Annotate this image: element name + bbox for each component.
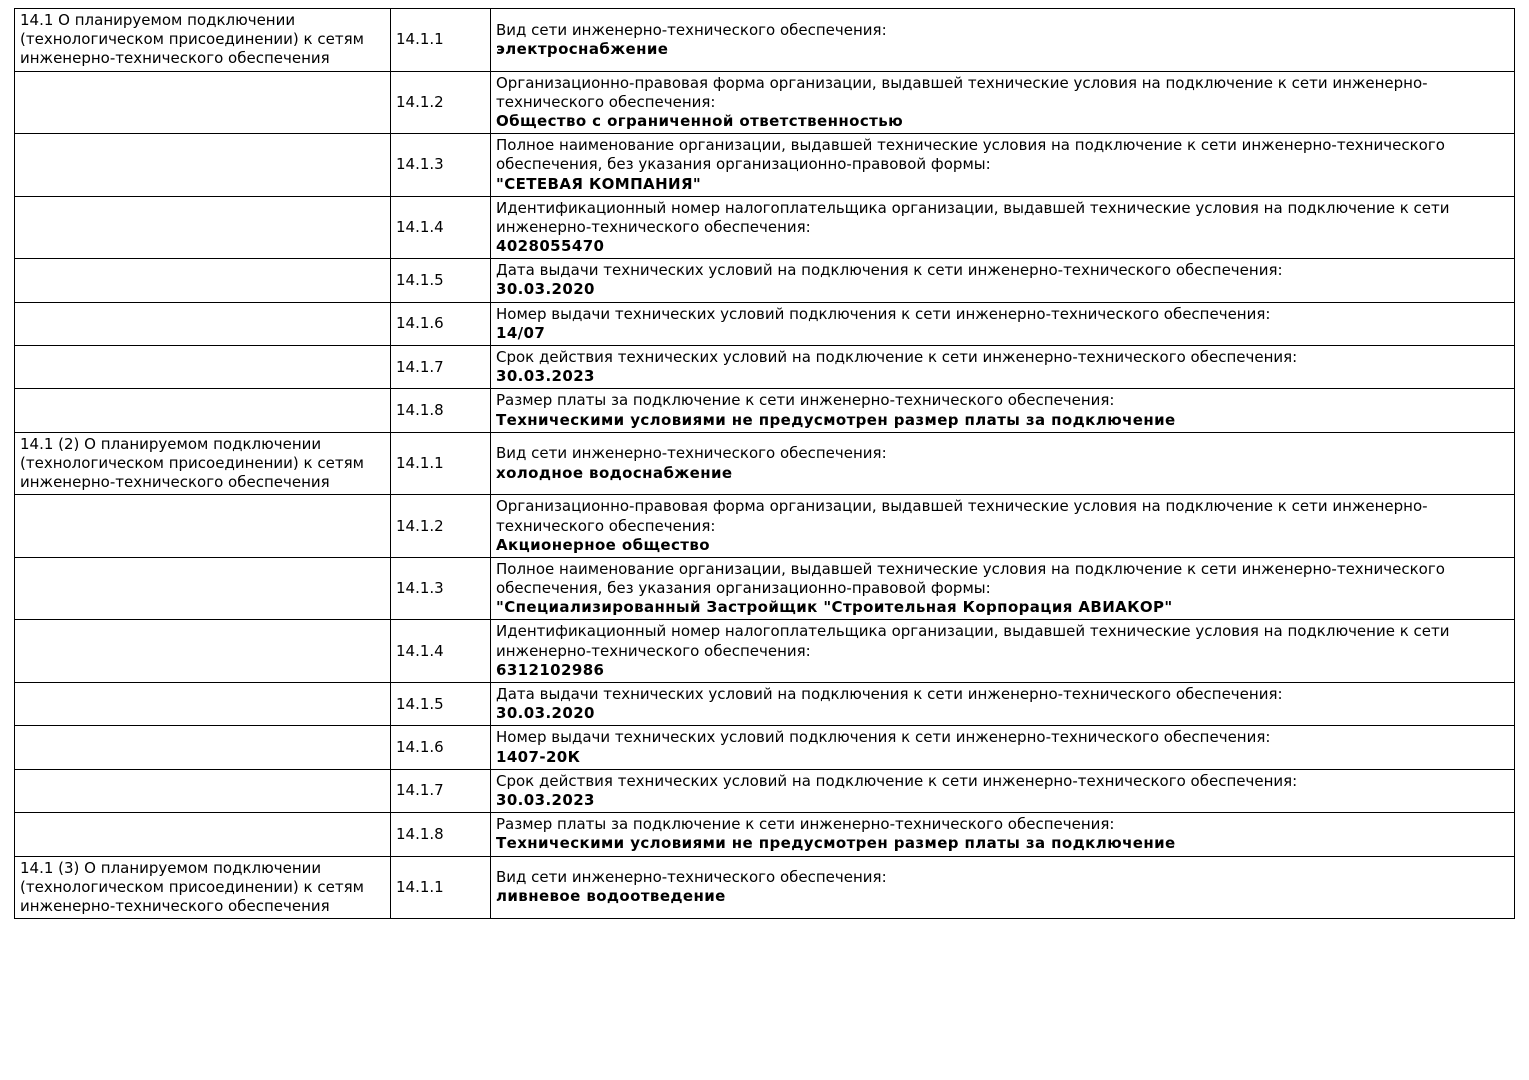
row-content-cell: [491, 134, 1515, 197]
section-title-cell-empty: [15, 71, 391, 134]
section-title-cell-empty: [15, 813, 391, 856]
section-title-cell-empty: [15, 302, 391, 345]
table-row: [15, 302, 1515, 345]
field-value: 30.03.2023: [496, 790, 595, 809]
field-label: Вид сети инженерно-технического обеспечения:: [496, 444, 887, 463]
section-title-cell-empty: [15, 620, 391, 683]
field-label: Идентификационный номер налогоплательщика организации, выдавшей технические условия на подключение к сети инженерно-технического обеспечения:: [496, 622, 1450, 660]
field-value: 14/07: [496, 323, 546, 342]
field-value: холодное водоснабжение: [496, 463, 733, 482]
table-row: [15, 683, 1515, 726]
field-value: электроснабжение: [496, 39, 669, 58]
field-label: Идентификационный номер налогоплательщика организации, выдавшей технические условия на подключение к сети инженерно-технического обеспечения:: [496, 198, 1450, 236]
row-content-cell: [491, 557, 1515, 620]
table-row: [15, 71, 1515, 134]
section-title-cell-empty: [15, 134, 391, 197]
row-content-cell: [491, 495, 1515, 558]
section-title-cell-empty: [15, 259, 391, 302]
table-row: [15, 346, 1515, 389]
field-label: Дата выдачи технических условий на подключения к сети инженерно-технического обеспечения:: [496, 261, 1283, 280]
row-code: 14.1.6: [391, 302, 491, 345]
utility-connections-table: [14, 8, 1515, 919]
row-content-cell: [491, 302, 1515, 345]
table-row: [15, 557, 1515, 620]
row-code: 14.1.1: [391, 856, 491, 919]
row-code: 14.1.4: [391, 196, 491, 259]
section-title-cell-empty: [15, 726, 391, 769]
row-code: 14.1.2: [391, 71, 491, 134]
table-row: [15, 9, 1515, 72]
row-code: 14.1.8: [391, 389, 491, 432]
field-label: Полное наименование организации, выдавшей технические условия на подключение к сети инженерно-технического обеспечения, без указания организационно-правовой формы:: [496, 559, 1445, 598]
table-row: [15, 432, 1515, 495]
table-row: [15, 856, 1515, 919]
table-row: [15, 389, 1515, 432]
row-code: 14.1.4: [391, 620, 491, 683]
field-value: "СЕТЕВАЯ КОМПАНИЯ": [496, 174, 702, 193]
field-value: Общество с ограниченной ответственностью: [496, 111, 904, 130]
section-title-cell: 14.1 (3) О планируемом подключении (технологическом присоединении) к сетям инженерно-технического обеспечения: [15, 856, 391, 919]
table-row: [15, 259, 1515, 302]
field-value: 30.03.2020: [496, 280, 595, 299]
field-label: Срок действия технических условий на подключение к сети инженерно-технического обеспечения:: [496, 348, 1298, 366]
field-label: Организационно-правовая форма организации, выдавшей технические условия на подключение к сети инженерно-технического обеспечения:: [496, 497, 1428, 535]
table-row: [15, 495, 1515, 558]
section-title-cell-empty: [15, 389, 391, 432]
field-label: Дата выдачи технических условий на подключения к сети инженерно-технического обеспечения:: [496, 685, 1283, 703]
table-body: [15, 9, 1515, 919]
row-code: 14.1.8: [391, 813, 491, 856]
row-code: 14.1.7: [391, 346, 491, 389]
section-title-cell: 14.1 О планируемом подключении (технологическом присоединении) к сетям инженерно-технического обеспечения: [15, 9, 391, 72]
row-code: 14.1.2: [391, 495, 491, 558]
field-value: Акционерное общество: [496, 535, 710, 554]
field-label: Номер выдачи технических условий подключения к сети инженерно-технического обеспечения:: [496, 728, 1271, 747]
row-content-cell: [491, 9, 1515, 72]
row-content-cell: [491, 856, 1515, 919]
field-value: "Специализированный Застройщик "Строительная Корпорация АВИАКОР": [496, 598, 1173, 617]
section-title-cell-empty: [15, 683, 391, 726]
table-row: [15, 813, 1515, 856]
row-code: 14.1.3: [391, 557, 491, 620]
row-content-cell: [491, 432, 1515, 495]
row-code: 14.1.5: [391, 259, 491, 302]
row-content-cell: [491, 71, 1515, 134]
row-code: 14.1.7: [391, 769, 491, 812]
table-row: [15, 620, 1515, 683]
section-title-cell-empty: [15, 495, 391, 558]
field-label: Вид сети инженерно-технического обеспечения:: [496, 868, 887, 887]
field-label: Размер платы за подключение к сети инженерно-технического обеспечения:: [496, 391, 1115, 410]
field-value: Техническими условиями не предусмотрен размер платы за подключение: [496, 834, 1176, 853]
field-value: 1407-20К: [496, 747, 581, 766]
field-value: Техническими условиями не предусмотрен размер платы за подключение: [496, 410, 1176, 429]
field-label: Номер выдачи технических условий подключения к сети инженерно-технического обеспечения:: [496, 304, 1271, 323]
row-code: 14.1.1: [391, 9, 491, 72]
row-code: 14.1.5: [391, 683, 491, 726]
section-title-cell-empty: [15, 769, 391, 812]
row-content-cell: [491, 620, 1515, 683]
section-title-cell-empty: [15, 557, 391, 620]
row-content-cell: [491, 346, 1515, 389]
row-code: 14.1.1: [391, 432, 491, 495]
section-title-cell-empty: [15, 196, 391, 259]
field-label: Срок действия технических условий на подключение к сети инженерно-технического обеспечения:: [496, 771, 1298, 790]
field-value: 4028055470: [496, 237, 605, 256]
table-row: [15, 134, 1515, 197]
row-content-cell: [491, 259, 1515, 302]
table-row: [15, 726, 1515, 769]
row-content-cell: [491, 813, 1515, 856]
row-content-cell: [491, 683, 1515, 726]
row-code: 14.1.6: [391, 726, 491, 769]
table-row: [15, 196, 1515, 259]
field-value: 30.03.2020: [496, 704, 595, 723]
field-value: 30.03.2023: [496, 367, 595, 386]
row-content-cell: [491, 769, 1515, 812]
section-title-cell: 14.1 (2) О планируемом подключении (технологическом присоединении) к сетям инженерно-технического обеспечения: [15, 432, 391, 495]
field-value: ливневое водоотведение: [496, 887, 726, 906]
table-row: [15, 769, 1515, 812]
field-label: Вид сети инженерно-технического обеспечения:: [496, 20, 887, 39]
row-content-cell: [491, 726, 1515, 769]
section-title-cell-empty: [15, 346, 391, 389]
row-code: 14.1.3: [391, 134, 491, 197]
field-label: Организационно-правовая форма организации, выдавшей технические условия на подключение к сети инженерно-технического обеспечения:: [496, 73, 1428, 111]
row-content-cell: [491, 389, 1515, 432]
field-label: Полное наименование организации, выдавшей технические условия на подключение к сети инженерно-технического обеспечения, без указания организационно-правовой формы:: [496, 136, 1445, 174]
field-label: Размер платы за подключение к сети инженерно-технического обеспечения:: [496, 815, 1115, 834]
row-content-cell: [491, 196, 1515, 259]
field-value: 6312102986: [496, 660, 605, 679]
